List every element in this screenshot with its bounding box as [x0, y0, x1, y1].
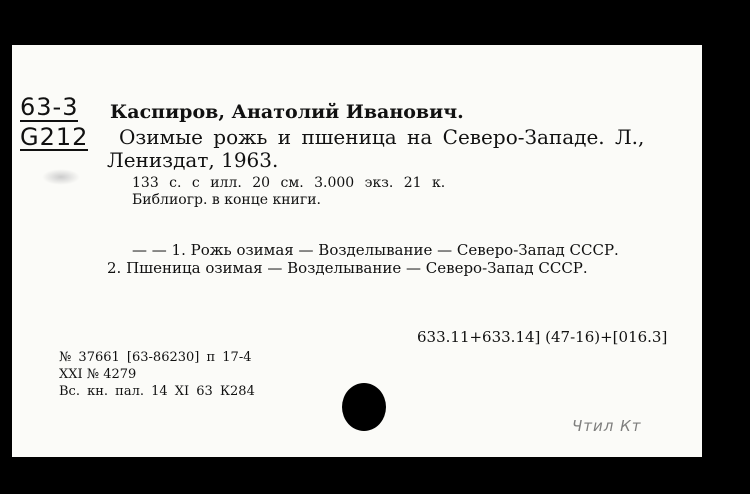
- title-line-1: Озимые рожь и пшеница на Северо-Западе. Л.,: [119, 125, 645, 149]
- subject-heading-2: 2. Пшеница озимая — Возделывание — Северо-Запад СССР.: [107, 259, 588, 277]
- bibliography-note: Библиогр. в конце книги.: [132, 192, 322, 208]
- physical-description: 133 с. с илл. 20 см. 3.000 экз. 21 к.: [132, 175, 446, 191]
- subject-heading-1: — — 1. Рожь озимая — Возделывание — Северо-Запад СССР.: [132, 241, 619, 259]
- catalog-card: [12, 45, 702, 457]
- shelf-mark-secondary: G212: [20, 123, 89, 151]
- author-heading: Каспиров, Анатолий Иванович.: [110, 101, 464, 123]
- title-line-2: Лениздат, 1963.: [107, 148, 279, 172]
- faded-stamp: Чтил Кт: [572, 417, 642, 435]
- faded-mark: [42, 169, 80, 185]
- shelf-mark-primary: 63-3: [20, 93, 79, 121]
- registration-line-2: XXI № 4279: [59, 367, 137, 382]
- punch-hole: [342, 383, 386, 431]
- registration-line-3: Вс. кн. пал. 14 XI 63 К284: [59, 384, 255, 399]
- registration-line-1: № 37661 [63-86230] п 17-4: [59, 350, 252, 365]
- classification-number: 633.11+633.14] (47-16)+[016.3]: [417, 328, 668, 346]
